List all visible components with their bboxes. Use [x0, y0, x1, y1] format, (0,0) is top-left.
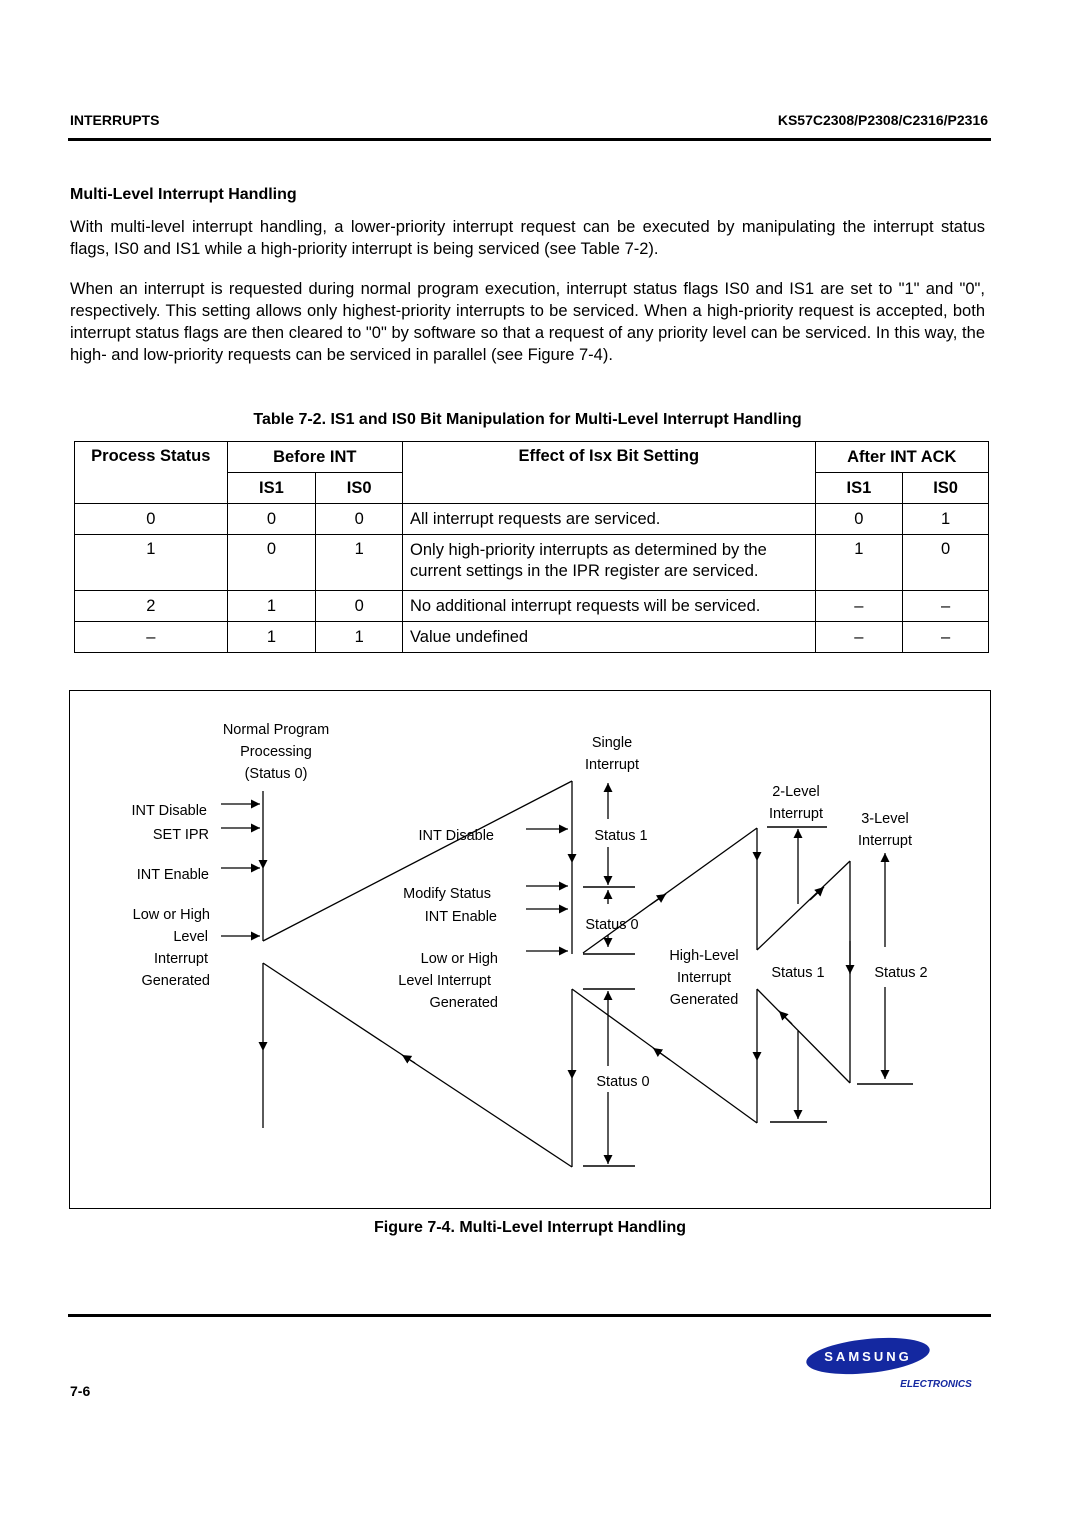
rise-level-3-arrowhead: [810, 887, 824, 900]
cell-after-is0: –: [903, 622, 989, 653]
cell-effect: Only high-priority interrupts as determined by the current settings in the IPR register are serviced.: [403, 535, 816, 591]
label-low-high-2b: Level Interrupt: [398, 973, 491, 989]
label-int-disable-2: INT Disable: [418, 828, 494, 844]
return-diagonal: [263, 963, 572, 1167]
th-before-is1: IS1: [227, 473, 316, 504]
label-status-2: Status 2: [874, 965, 928, 981]
th-before-int: Before INT: [227, 442, 402, 473]
label-status-1b: Status 1: [771, 965, 825, 981]
footer-rule: [68, 1314, 991, 1317]
cell-after-is1: –: [815, 591, 903, 622]
cell-before-is0: 0: [316, 504, 403, 535]
return-arrowhead: [402, 1055, 415, 1063]
label-status-1a: Status 1: [594, 828, 648, 844]
table-row: [75, 535, 989, 591]
label-modify-status: Modify Status: [403, 886, 491, 902]
label-high-level-interrupt: Interrupt: [677, 970, 731, 986]
th-after-is1: IS1: [815, 473, 903, 504]
label-int-enable-1: INT Enable: [136, 867, 209, 883]
return-from-level-3: [757, 989, 850, 1083]
cell-effect: No additional interrupt requests will be serviced.: [403, 591, 816, 622]
bit-manipulation-table: [74, 441, 989, 653]
logo-word: SAMSUNG: [824, 1349, 912, 1364]
cell-after-is1: 0: [815, 504, 903, 535]
label-set-ipr: SET IPR: [152, 827, 209, 843]
label-int-enable-2: INT Enable: [424, 909, 497, 925]
cell-before-is1: 0: [227, 535, 316, 591]
rise-to-level-3: [757, 861, 850, 950]
label-high-level-generated: Generated: [669, 992, 739, 1008]
cell-effect: All interrupt requests are serviced.: [403, 504, 816, 535]
interrupt-handling-diagram: [70, 691, 990, 1208]
return-level-3-arrowhead: [779, 1011, 792, 1024]
cell-after-is0: 1: [903, 504, 989, 535]
label-three-level: 3-Level: [861, 811, 909, 827]
th-before-is0: IS0: [316, 473, 403, 504]
header-section: INTERRUPTS: [70, 112, 160, 128]
figure-caption: Figure 7-4. Multi-Level Interrupt Handling: [373, 1219, 686, 1236]
cell-before-is1: 1: [227, 591, 316, 622]
label-status-0b: Status 0: [596, 1074, 650, 1090]
label-low-high-1b: Level: [173, 929, 208, 945]
label-processing: Processing: [240, 744, 312, 760]
cell-before-is1: 1: [227, 622, 316, 653]
cell-status: 0: [75, 504, 228, 535]
label-high-level: High-Level: [669, 948, 739, 964]
label-low-high-2c: Generated: [429, 995, 498, 1011]
page-number: 7-6: [70, 1383, 91, 1399]
label-status-0a: Status 0: [585, 917, 639, 933]
th-after-is0: IS0: [903, 473, 989, 504]
label-status-0-normal: (Status 0): [244, 766, 308, 782]
table-header-row: [75, 442, 989, 473]
cell-after-is0: 0: [903, 535, 989, 591]
table-caption: Table 7-2. IS1 and IS0 Bit Manipulation for Multi-Level Interrupt Handling: [253, 411, 802, 428]
section-title: Multi-Level Interrupt Handling: [70, 186, 297, 203]
rise-to-level-2: [583, 828, 757, 953]
label-three-level-interrupt: Interrupt: [858, 833, 912, 849]
cell-status: –: [75, 622, 228, 653]
cell-status: 1: [75, 535, 228, 591]
label-single-interrupt: Interrupt: [585, 757, 639, 773]
table-row: [75, 591, 989, 622]
label-two-level: 2-Level: [772, 784, 820, 800]
samsung-logo: [796, 1334, 986, 1394]
label-normal-program: Normal Program: [222, 722, 330, 738]
th-process-status: Process Status: [75, 442, 228, 504]
cell-effect: Value undefined: [403, 622, 816, 653]
label-single: Single: [591, 735, 633, 751]
label-int-disable-1: INT Disable: [131, 803, 207, 819]
return-level-2-arrowhead: [653, 1048, 670, 1060]
label-low-high-1c: Interrupt: [154, 951, 208, 967]
label-two-level-interrupt: Interrupt: [769, 806, 823, 822]
cell-before-is1: 0: [227, 504, 316, 535]
cell-after-is1: –: [815, 622, 903, 653]
cell-before-is0: 1: [316, 535, 403, 591]
figure-frame: [69, 690, 991, 1209]
rise-to-level-1: [263, 781, 572, 941]
label-low-high-1d: Generated: [141, 973, 210, 989]
rise-level-2-arrowhead: [650, 894, 666, 905]
cell-before-is0: 1: [316, 622, 403, 653]
header-model: KS57C2308/P2308/C2316/P2316: [777, 112, 988, 128]
label-low-high-2a: Low or High: [420, 951, 498, 967]
th-after-int-ack: After INT ACK: [815, 442, 988, 473]
cell-after-is0: –: [903, 591, 989, 622]
cell-after-is1: 1: [815, 535, 903, 591]
cell-before-is0: 0: [316, 591, 403, 622]
cell-status: 2: [75, 591, 228, 622]
table-row: [75, 504, 989, 535]
logo-subtitle: ELECTRONICS: [900, 1379, 972, 1390]
table-row: [75, 622, 989, 653]
paragraph-1: With multi-level interrupt handling, a lower-priority interrupt request can be executed by manipulating the interrupt status flags, IS0 and IS1 while a high-priority interrupt is being serviced (see Table 7-2).: [70, 218, 985, 258]
label-low-high-1a: Low or High: [132, 907, 210, 923]
paragraph-2: When an interrupt is requested during normal program execution, interrupt status flags IS0 and IS1 are set to "1" and "0", respectively. This setting allows only highest-priority interrupts to be serviced. When a high-priority request is accepted, both interrupt status flags are then cleared to "0" by software so that a request of any priority level can be serviced. In this way, the high- and low-priority requests can be serviced in parallel (see Figure 7-4).: [70, 280, 985, 364]
header-rule: [68, 138, 991, 141]
th-effect: Effect of Isx Bit Setting: [403, 442, 816, 504]
